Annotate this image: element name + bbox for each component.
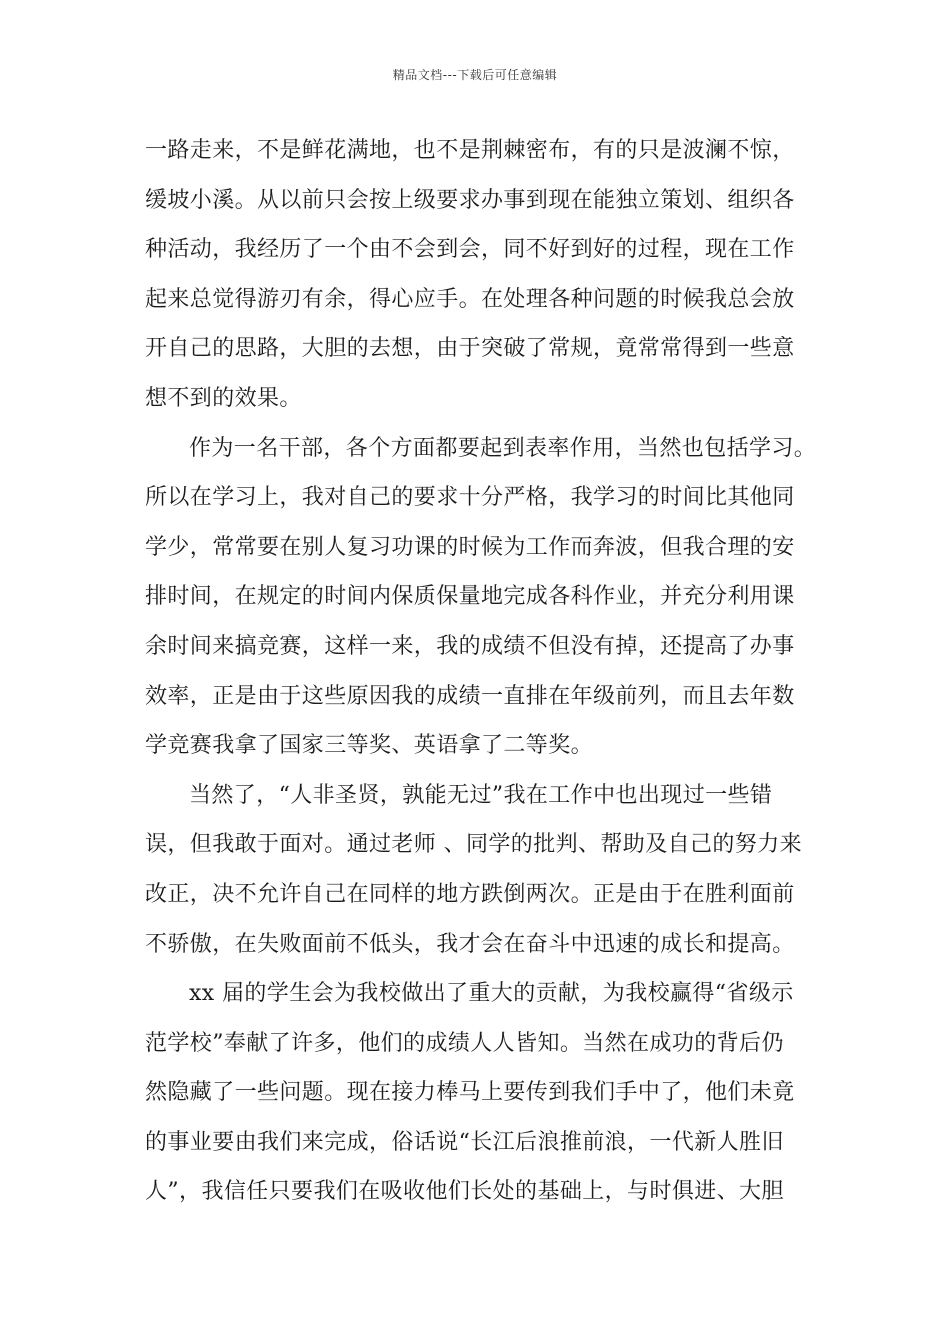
paragraph — [145, 126, 845, 424]
text-line: 缓坡小溪。从以前只会按上级要求办事到现在能独立策划、组织各 — [145, 187, 795, 213]
text-line: 作为一名干部，各个方面都要起到表率作用，当然也包括学习。 — [189, 435, 817, 461]
text-line: 改正，决不允许自己在同样的地方跌倒两次。正是由于在胜利面前 — [145, 881, 795, 907]
text-line: 学少，常常要在别人复习功课的时候为工作而奔波，但我合理的安 — [145, 534, 795, 560]
document-body — [145, 126, 845, 1217]
paragraph — [145, 424, 845, 771]
text-line: 种活动，我经历了一个由不会到会，同不好到好的过程，现在工作 — [145, 237, 795, 263]
paragraph — [145, 969, 845, 1217]
text-line: 效率，正是由于这些原因我的成绩一直排在年级前列，而且去年数 — [145, 683, 795, 709]
text-line: 的事业要由我们来完成，俗话说“长江后浪推前浪，一代新人胜旧 — [145, 1129, 784, 1155]
text-line: 然隐藏了一些问题。现在接力棒马上要传到我们手中了，他们未竟 — [145, 1080, 795, 1106]
text-line: 范学校”奉献了许多，他们的成绩人人皆知。当然在成功的背后仍 — [145, 1030, 784, 1056]
text-line: 余时间来搞竞赛，这样一来，我的成绩不但没有掉，还提高了办事 — [145, 633, 795, 659]
text-line: 当然了，“人非圣贤，孰能无过”我在工作中也出现过一些错 — [189, 782, 773, 808]
text-line: 人”，我信任只要我们在吸收他们长处的基础上，与时俱进、大胆 — [145, 1179, 784, 1205]
text-line: 所以在学习上，我对自己的要求十分严格，我学习的时间比其他同 — [145, 485, 795, 511]
text-line: 想不到的效果。 — [145, 385, 302, 411]
page-header: 精品文档---下载后可任意编辑 — [392, 68, 558, 82]
text-line: 排时间，在规定的时间内保质保量地完成各科作业，并充分利用课 — [145, 584, 795, 610]
text-line: 不骄傲，在失败面前不低头，我才会在奋斗中迅速的成长和提高。 — [145, 931, 795, 957]
paragraph — [145, 771, 845, 969]
text-line: 开自己的思路，大胆的去想，由于突破了常规，竟常常得到一些意 — [145, 336, 795, 362]
text-line: 起来总觉得游刃有余，得心应手。在处理各种问题的时候我总会放 — [145, 286, 795, 312]
text-line: xx 届的学生会为我校做出了重大的贡献，为我校赢得“省级示 — [189, 981, 794, 1007]
text-line: 一路走来，不是鲜花满地，也不是荆棘密布，有的只是波澜不惊， — [145, 138, 795, 163]
text-line: 误，但我敢于面对。通过老师 、同学的批判、帮助及自己的努力来 — [145, 832, 802, 858]
text-line: 学竞赛我拿了国家三等奖、英语拿了二等奖。 — [145, 733, 594, 759]
